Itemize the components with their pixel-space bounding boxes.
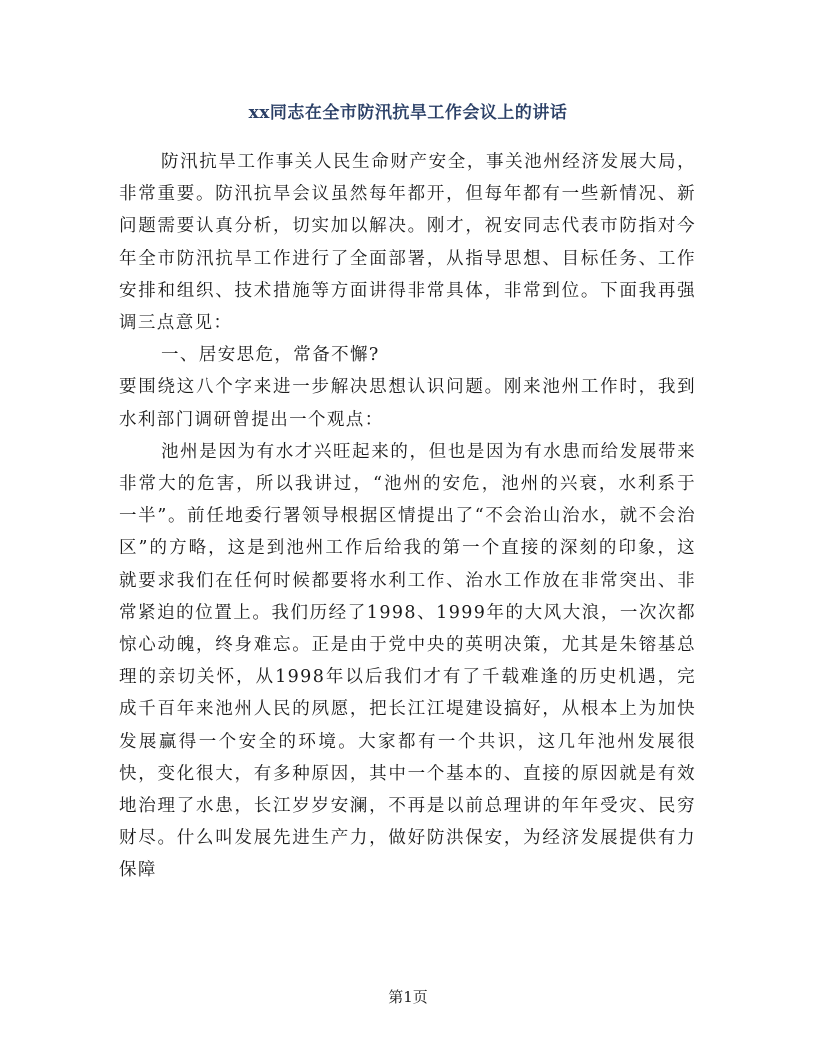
document-body [119,146,696,887]
paragraph-section-1-lead: 要围绕这八个字来进一步解决思想认识问题。刚来池州工作时，我到水利部门调研曾提出一个观点： [119,377,696,430]
page-number: 第1页 [388,988,428,1006]
document-title: xx同志在全市防汛抗旱工作会议上的讲话 [248,103,568,123]
section-heading-1: 一、居安思危，常备不懈? [161,345,380,366]
paragraph-section-1-body: 池州是因为有水才兴旺起来的，但也是因为有水患而给发展带来非常大的危害，所以我讲过，“池州的安危，池州的兴衰，水利系于一半”。前任地委行署领导根据区情提出了“不会治山治水，就不会治区”的方略，这是到池州工作后给我的第一个直接的深刻的印象，这就要求我们在任何时候都要将水利工作、治水工作放在非常突出、非常紧迫的位置上。我们历经了1998、1999年的大风大浪，一次次都惊心动魄，终身难忘。正是由于党中央的英明决策，尤其是朱镕基总理的亲切关怀，从1998年以后我们才有了千载难逢的历史机遇，完成千百年来池州人民的夙愿，把长江江堤建设搞好，从根本上为加快发展赢得一个安全的环境。大家都有一个共识，这几年池州发展很快，变化很大，有多种原因，其中一个基本的、直接的原因就是有效地治理了水患，长江岁岁安澜，不再是以前总理讲的年年受灾、民穷财尽。什么叫发展先进生产力，做好防洪保安，为经济发展提供有力保障 [119,441,696,881]
paragraph-intro: 防汛抗旱工作事关人民生命财产安全，事关池州经济发展大局，非常重要。防汛抗旱会议虽然每年都开，但每年都有一些新情况、新问题需要认真分析，切实加以解决。刚才，祝安同志代表市防指对今年全市防汛抗旱工作进行了全面部署，从指导思想、目标任务、工作安排和组织、技术措施等方面讲得非常具体，非常到位。下面我再强调三点意见： [119,152,696,334]
